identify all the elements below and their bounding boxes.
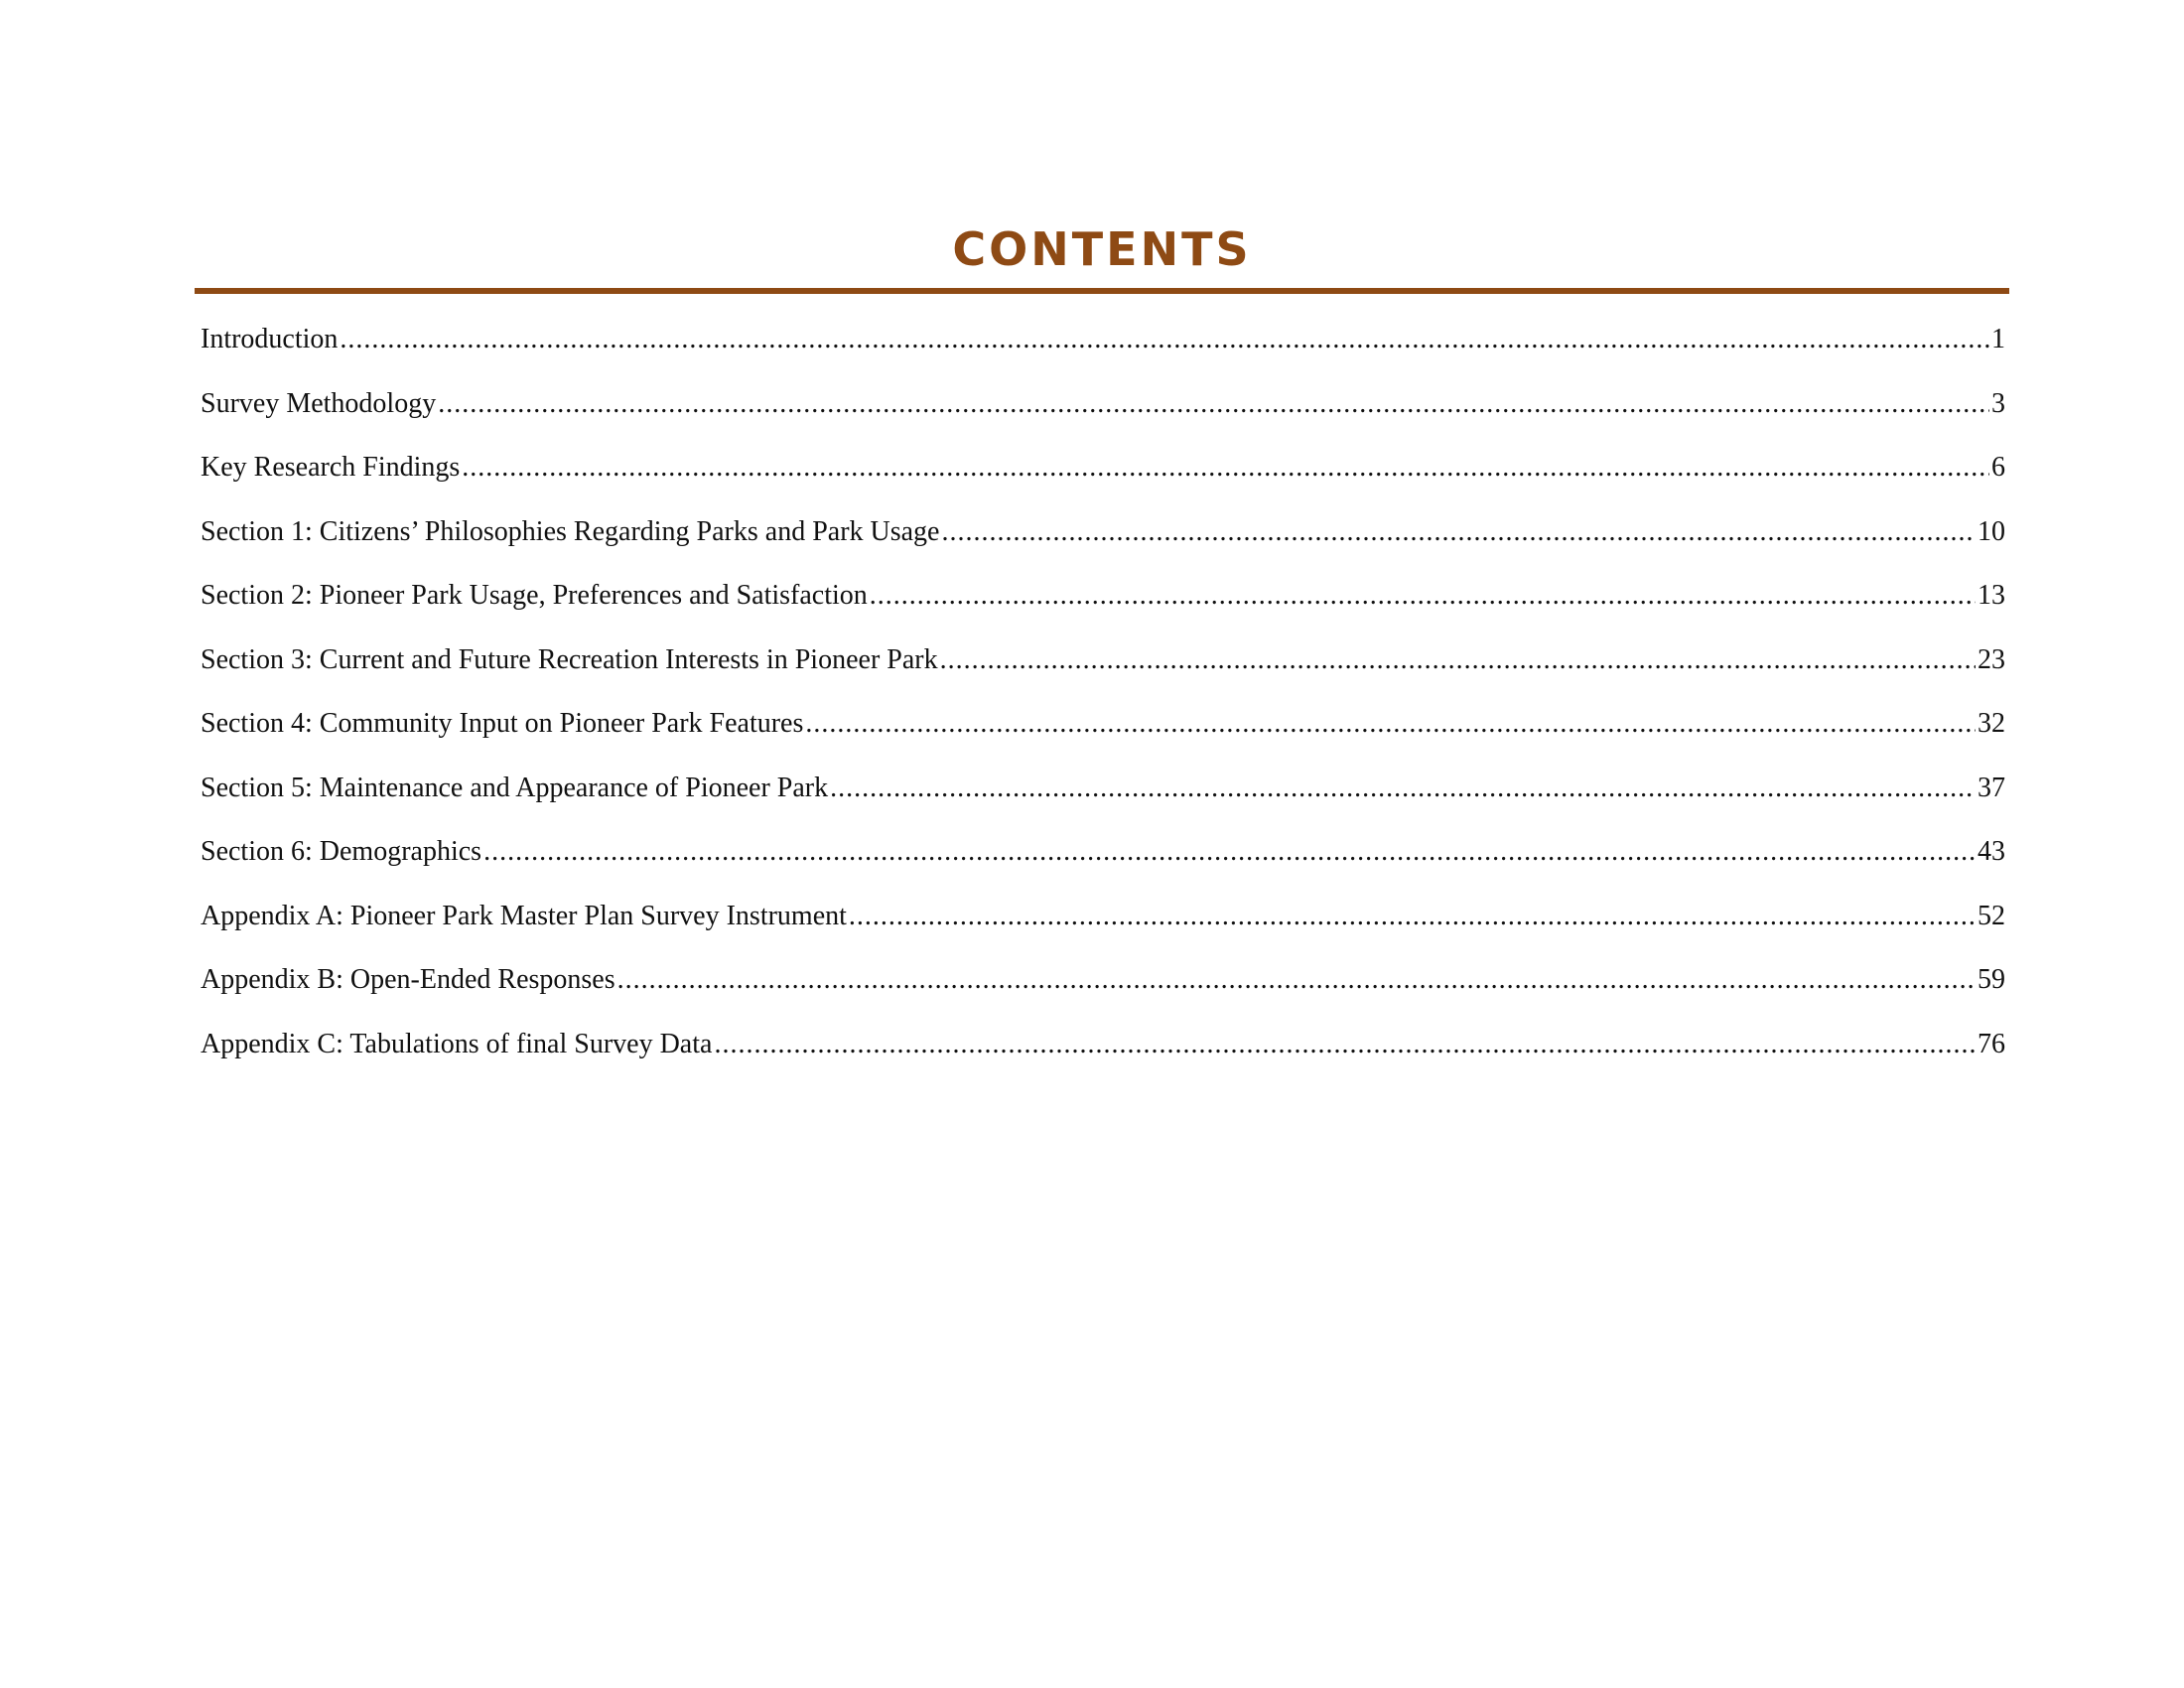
toc-entry-section-3[interactable] — [201, 640, 2005, 705]
dot-leader — [849, 897, 1976, 936]
toc-entry-section-1[interactable] — [201, 512, 2005, 577]
toc-entry-label: Section 3: Current and Future Recreation Interests in Pioneer Park — [201, 643, 938, 675]
toc-entry-page: 10 — [1978, 515, 2005, 547]
toc-entry-page: 59 — [1978, 964, 2005, 995]
toc-entry-appendix-c[interactable] — [201, 1025, 2005, 1089]
dot-leader — [438, 384, 1989, 424]
toc-entry-page: 6 — [1991, 452, 2005, 483]
dot-leader — [462, 448, 1989, 488]
dot-leader — [940, 640, 1976, 680]
toc-entry-section-6[interactable] — [201, 832, 2005, 897]
toc-entry-page: 43 — [1978, 836, 2005, 867]
toc-entry-page: 37 — [1978, 772, 2005, 803]
toc-entry-page: 76 — [1978, 1028, 2005, 1059]
dot-leader — [617, 960, 1976, 1000]
heading-rule — [195, 288, 2009, 294]
toc-entry-section-5[interactable] — [201, 769, 2005, 833]
toc-entry-page: 23 — [1978, 643, 2005, 675]
toc-entry-label: Appendix A: Pioneer Park Master Plan Survey Instrument — [201, 900, 847, 931]
toc-entry-introduction[interactable] — [201, 320, 2005, 384]
contents-heading: CONTENTS — [952, 222, 1252, 276]
toc-entry-label: Survey Methodology — [201, 387, 437, 419]
toc-entry-survey-methodology[interactable] — [201, 384, 2005, 449]
toc-entry-appendix-a[interactable] — [201, 897, 2005, 961]
toc-entry-key-research-findings[interactable] — [201, 448, 2005, 512]
toc-entry-label: Section 6: Demographics — [201, 836, 482, 867]
toc-entry-page: 3 — [1991, 387, 2005, 419]
toc-entry-section-4[interactable] — [201, 704, 2005, 769]
toc-entry-page: 1 — [1991, 324, 2005, 354]
toc-entry-page: 13 — [1978, 580, 2005, 611]
dot-leader — [942, 512, 1977, 552]
toc-entry-page: 32 — [1978, 708, 2005, 739]
dot-leader — [483, 832, 1976, 872]
toc-entry-label: Section 1: Citizens’ Philosophies Regarding Parks and Park Usage — [201, 515, 940, 547]
toc-entry-label: Key Research Findings — [201, 452, 461, 483]
dot-leader — [870, 576, 1976, 616]
toc-entry-label: Appendix B: Open-Ended Responses — [201, 964, 615, 995]
dot-leader — [340, 320, 1989, 359]
toc-entry-label: Appendix C: Tabulations of final Survey Data — [201, 1028, 713, 1059]
table-of-contents — [201, 320, 2005, 1088]
toc-entry-section-2[interactable] — [201, 576, 2005, 640]
toc-entry-label: Section 2: Pioneer Park Usage, Preferences and Satisfaction — [201, 580, 868, 611]
toc-entry-page: 52 — [1978, 900, 2005, 931]
dot-leader — [830, 769, 1976, 808]
toc-entry-label: Section 4: Community Input on Pioneer Park Features — [201, 708, 804, 739]
toc-entry-label: Section 5: Maintenance and Appearance of Pioneer Park — [201, 772, 829, 803]
toc-entry-appendix-b[interactable] — [201, 960, 2005, 1025]
toc-entry-label: Introduction — [201, 324, 339, 354]
dot-leader — [714, 1025, 1976, 1064]
dot-leader — [805, 704, 1976, 744]
